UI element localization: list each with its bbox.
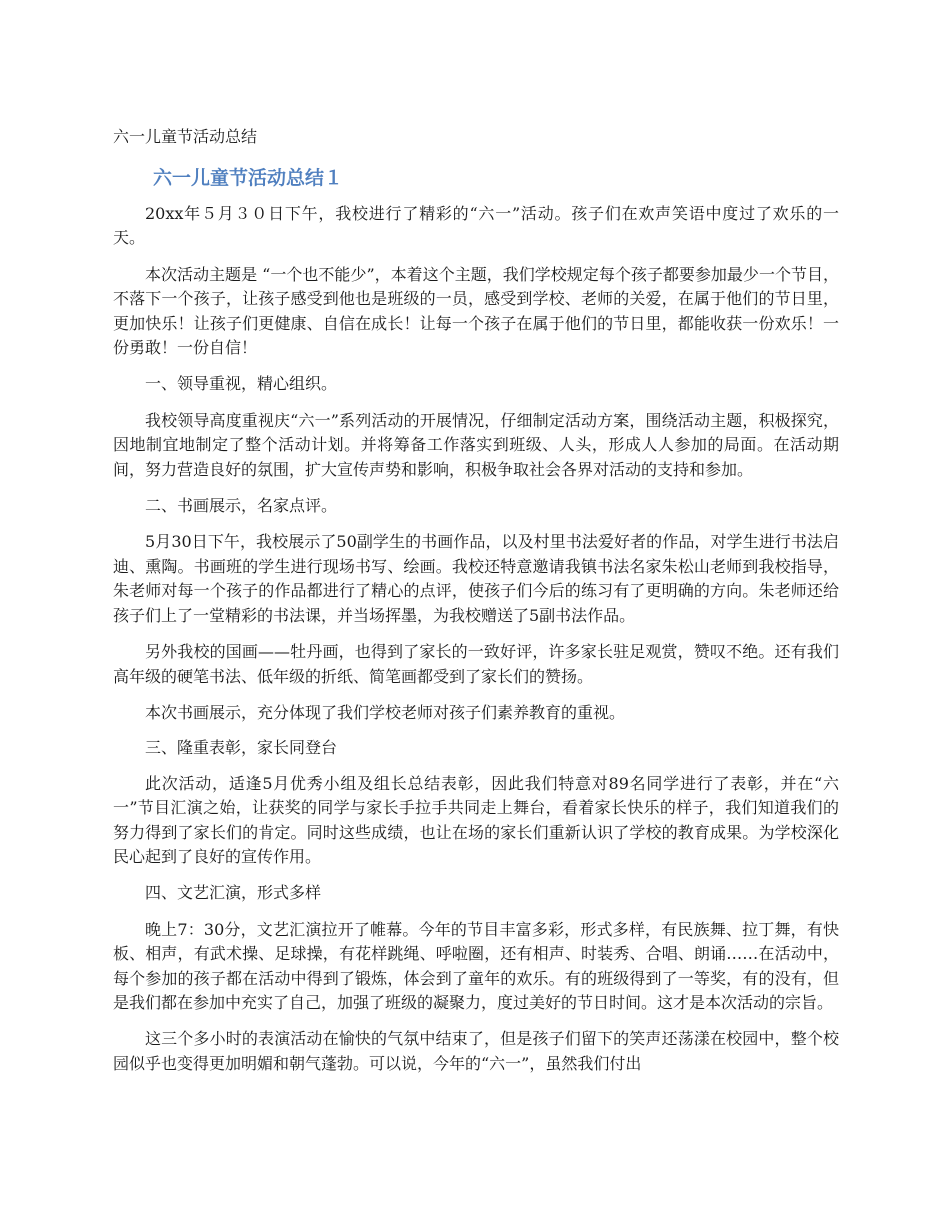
- subheading-leadership: 一、领导重视，精心组织。: [145, 374, 338, 394]
- subheading-awards: 三、隆重表彰，家长同登台: [145, 738, 338, 758]
- paragraph-exhibition-summary: 本次书画展示，充分体现了我们学校老师对孩子们素养教育的重视。: [145, 702, 626, 722]
- subheading-performance: 四、文艺汇演，形式多样: [145, 883, 322, 903]
- paragraph-closing: 这三个多小时的表演活动在愉快的气氛中结束了，但是孩子们留下的笑声还荡漾在校园中，整个校园似乎也变得更加明媚和朝气蓬勃。可以说，今年的“六一”，虽然我们付出: [113, 1029, 839, 1073]
- document-body: [113, 202, 839, 1088]
- paragraph-awards: 此次活动，适逢5月优秀小组及组长总结表彰，因此我们特意对89名同学进行了表彰，并在“六一”节目汇演之始，让获奖的同学与家长手拉手共同走上舞台，看着家长快乐的样子，我们知道我们的努力得到了家长们的肯定。同时这些成绩，也让在场的家长们重新认识了学校的教育成果。为学校深化民心起到了良好的宣传作用。: [113, 773, 839, 866]
- paragraph-leadership: 我校领导高度重视庆“六一”系列活动的开展情况，仔细制定活动方案，围绕活动主题，积极探究，因地制宜地制定了整个活动计划。并将筹备工作落实到班级、人头，形成人人参加的局面。在活动期间，努力营造良好的氛围，扩大宣传声势和影响，积极争取社会各界对活动的支持和参加。: [113, 410, 839, 479]
- paragraph-calligraphy: 5月30日下午，我校展示了50副学生的书画作品，以及村里书法爱好者的作品，对学生进行书法启迪、熏陶。书画班的学生进行现场书写、绘画。我校还特意邀请我镇书法名家朱松山老师到我校指导，朱老师对每一个孩子的作品都进行了精心的点评，使孩子们今后的练习有了更明确的方向。朱老师还给孩子们上了一堂精彩的书法课，并当场挥墨，为我校赠送了5副书法作品。: [113, 532, 839, 625]
- paragraph-performance: 晚上7：30分，文艺汇演拉开了帷幕。今年的节目丰富多彩，形式多样，有民族舞、拉丁舞，有快板、相声，有武术操、足球操，有花样跳绳、呼啦圈，还有相声、时装秀、合唱、朗诵……在活动中，每个参加的孩子都在活动中得到了锻炼，体会到了童年的欢乐。有的班级得到了一等奖，有的没有，但是我们都在参加中充实了自己，加强了班级的凝聚力，度过美好的节日时间。这才是本次活动的宗旨。: [113, 919, 839, 1012]
- document-title: 六一儿童节活动总结: [113, 127, 258, 146]
- section-heading: 六一儿童节活动总结１: [153, 167, 344, 189]
- subheading-calligraphy: 二、书画展示，名家点评。: [145, 496, 338, 516]
- paragraph-painting: 另外我校的国画——牡丹画，也得到了家长的一致好评，许多家长驻足观赏，赞叹不绝。还有我们高年级的硬笔书法、低年级的折纸、简笔画都受到了家长们的赞扬。: [113, 642, 839, 686]
- paragraph-intro: 20xx年５月３０日下午，我校进行了精彩的“六一”活动。孩子们在欢声笑语中度过了欢乐的一天。: [113, 204, 839, 248]
- paragraph-theme: 本次活动主题是 “一个也不能少”，本着这个主题，我们学校规定每个孩子都要参加最少一个节目，不落下一个孩子，让孩子感受到他也是班级的一员，感受到学校、老师的关爱，在属于他们的节日里，更加快乐！让孩子们更健康、自信在成长！让每一个孩子在属于他们的节日里，都能收获一份欢乐！一份勇敢！一份自信！: [113, 264, 839, 358]
